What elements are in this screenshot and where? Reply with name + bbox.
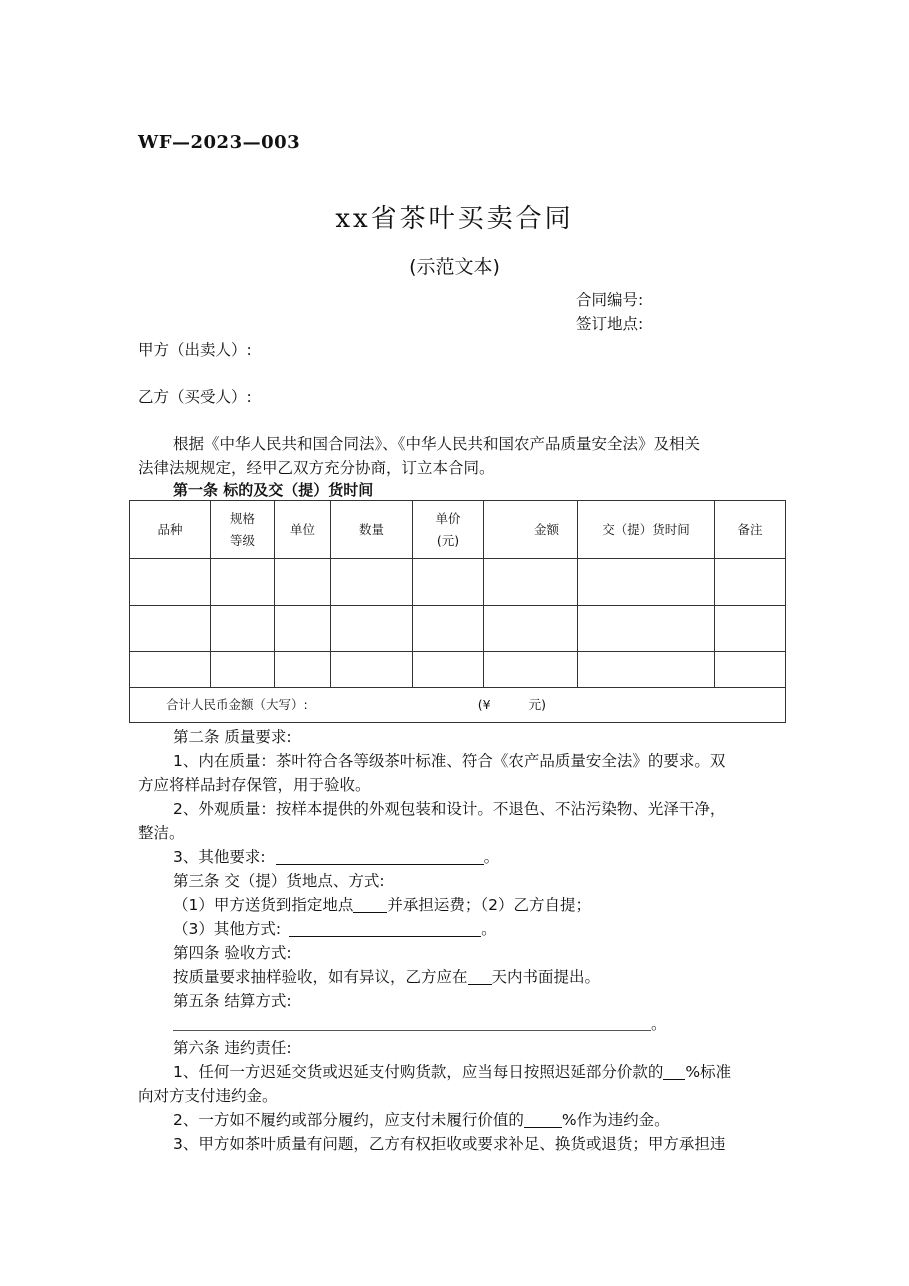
header-unit: 单位 xyxy=(275,501,331,559)
table-cell[interactable] xyxy=(130,606,211,652)
header-quantity: 数量 xyxy=(331,501,413,559)
delivery-place-blank[interactable] xyxy=(353,897,387,914)
article-2-item-3: 3、其他要求: 。 xyxy=(173,848,500,866)
other-method-blank[interactable] xyxy=(289,921,481,938)
header-unit-price: 单价 (元) xyxy=(413,501,484,559)
header-amount: 金额 xyxy=(484,501,578,559)
table-row xyxy=(130,559,786,606)
table-cell[interactable] xyxy=(578,652,715,688)
article-2-item-1-line-2: 方应将样品封存保管，用于验收。 xyxy=(138,776,371,794)
table-cell[interactable] xyxy=(413,559,484,606)
header-delivery-time: 交（提）货时间 xyxy=(578,501,715,559)
table-row xyxy=(130,652,786,688)
table-cell[interactable] xyxy=(413,606,484,652)
article-3-options-line: （1）甲方送货到指定地点 并承担运费；（2）乙方自提； xyxy=(173,896,591,914)
table-total-row xyxy=(130,688,786,723)
article-2-item-1-line-1: 1、内在质量：茶叶符合各等级茶叶标准、符合《农产品质量安全法》的要求。双 xyxy=(173,752,726,770)
article-5-line: 。 xyxy=(173,1012,667,1034)
intro-line-1: 根据《中华人民共和国合同法》、《中华人民共和国农产品质量安全法》及相关 xyxy=(173,435,701,453)
total-amount-cell[interactable] xyxy=(130,688,786,723)
goods-table xyxy=(129,500,786,723)
objection-days-blank[interactable] xyxy=(468,969,492,986)
party-b-label: 乙方（买受人）: xyxy=(138,388,252,406)
article-2-title: 第二条 质量要求: xyxy=(173,728,292,746)
sign-place-label: 签订地点: xyxy=(576,315,644,333)
table-cell[interactable] xyxy=(715,559,786,606)
table-cell[interactable] xyxy=(211,652,275,688)
table-cell[interactable] xyxy=(275,559,331,606)
other-requirements-blank[interactable] xyxy=(276,849,484,866)
table-cell[interactable] xyxy=(275,652,331,688)
table-cell[interactable] xyxy=(715,606,786,652)
table-cell[interactable] xyxy=(211,559,275,606)
intro-line-2: 法律法规规定，经甲乙双方充分协商，订立本合同。 xyxy=(138,459,495,477)
article-5-title: 第五条 结算方式: xyxy=(173,992,292,1010)
article-6-item-3: 3、甲方如茶叶质量有问题，乙方有权拒收或要求补足、换货或退货；甲方承担违 xyxy=(173,1135,726,1153)
article-6-item-2: 2、一方如不履约或部分履约，应支付未履行价值的 %作为违约金。 xyxy=(173,1111,670,1129)
header-spec-grade: 规格 等级 xyxy=(211,501,275,559)
table-cell[interactable] xyxy=(484,559,578,606)
contract-number-label: 合同编号: xyxy=(576,291,644,309)
table-cell[interactable] xyxy=(331,652,413,688)
article-4-text: 按质量要求抽样验收，如有异议，乙方应在 天内书面提出。 xyxy=(173,968,601,986)
article-3-title: 第三条 交（提）货地点、方式: xyxy=(173,872,385,890)
table-cell[interactable] xyxy=(211,606,275,652)
table-header-row xyxy=(130,501,786,559)
article-3-other-method: （3）其他方式: 。 xyxy=(173,920,497,938)
table-cell[interactable] xyxy=(715,652,786,688)
header-variety: 品种 xyxy=(130,501,211,559)
article-6-title: 第六条 违约责任: xyxy=(173,1039,292,1057)
article-2-item-2-line-1: 2、外观质量：按样本提供的外观包装和设计。不退色、不沾污染物、光泽干净， xyxy=(173,800,726,818)
article-4-title: 第四条 验收方式: xyxy=(173,944,292,962)
breach-penalty-rate-blank[interactable] xyxy=(524,1112,562,1129)
table-cell[interactable] xyxy=(578,606,715,652)
total-amount-label: 合计人民币金额（大写）: xyxy=(166,697,308,712)
table-cell[interactable] xyxy=(331,559,413,606)
table-cell[interactable] xyxy=(413,652,484,688)
article-2-item-2-line-2: 整洁。 xyxy=(138,824,185,842)
total-yen-open: (¥ xyxy=(477,697,491,712)
article-1-title: 第一条 标的及交（提）货时间 xyxy=(173,481,374,499)
party-a-label: 甲方（出卖人）: xyxy=(138,341,252,359)
settlement-method-blank[interactable] xyxy=(173,1015,651,1032)
header-remarks: 备注 xyxy=(715,501,786,559)
table-cell[interactable] xyxy=(275,606,331,652)
contract-subtitle: (示范文本) xyxy=(409,256,500,278)
article-6-item-1-line-2: 向对方支付违约金。 xyxy=(138,1087,278,1105)
table-row xyxy=(130,606,786,652)
late-penalty-rate-blank[interactable] xyxy=(663,1064,685,1081)
table-cell[interactable] xyxy=(130,559,211,606)
table-cell[interactable] xyxy=(484,652,578,688)
table-cell[interactable] xyxy=(578,559,715,606)
table-cell[interactable] xyxy=(484,606,578,652)
table-cell[interactable] xyxy=(331,606,413,652)
total-yuan-close: 元) xyxy=(528,697,546,712)
table-cell[interactable] xyxy=(130,652,211,688)
article-6-item-1-line-1: 1、任何一方迟延交货或迟延支付购货款，应当每日按照迟延部分价款的 %标准 xyxy=(173,1063,732,1081)
contract-title: xx省茶叶买卖合同 xyxy=(335,204,574,234)
document-code: WF—2023—003 xyxy=(138,132,301,153)
